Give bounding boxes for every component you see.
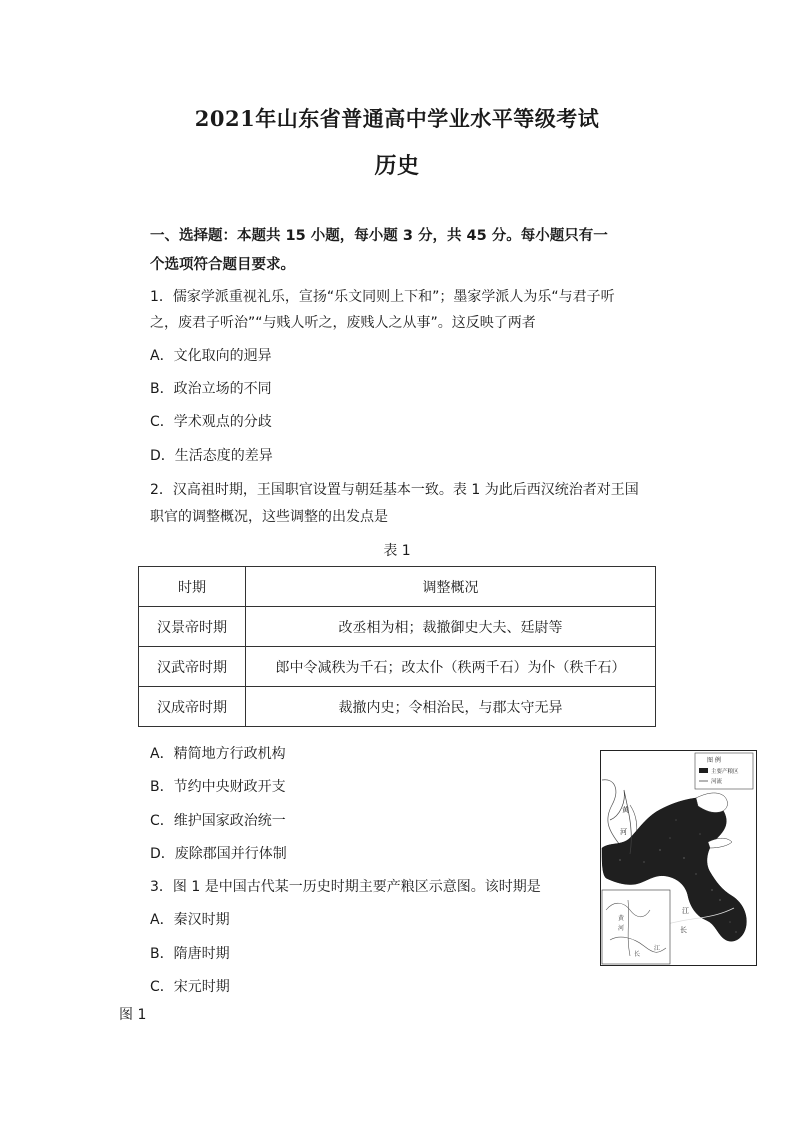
table-cell-period: 汉武帝时期: [139, 647, 246, 687]
q3-stem: 3．图 1 是中国古代某一历史时期主要产粮区示意图。该时期是: [150, 879, 541, 895]
q2-option-d: D．废除郡国并行体制: [150, 846, 287, 862]
q2-stem-line2: 职官的调整概况，这些调整的出发点是: [150, 509, 388, 525]
q1-option-d: D．生活态度的差异: [150, 448, 273, 464]
table-row: [139, 607, 656, 647]
inset-label-he: 河: [618, 925, 625, 932]
q2-option-a: A．精简地方行政机构: [150, 746, 286, 762]
figure-caption: 图 1: [119, 1007, 147, 1023]
legend-river-label: 河流: [711, 779, 723, 785]
inset-label-jiang: 江: [654, 945, 661, 952]
table-caption: 表 1: [383, 543, 411, 559]
table-header-adjustment: 调整概况: [246, 567, 656, 607]
table-header-period: 时期: [139, 567, 246, 607]
q2-option-b: B．节约中央财政开支: [150, 779, 286, 795]
table-cell-period: 汉景帝时期: [139, 607, 246, 647]
table-row: [139, 687, 656, 727]
section-heading-line2: 个选项符合题目要求。: [150, 257, 295, 273]
section-heading-line1: 一、选择题：本题共 15 小题，每小题 3 分，共 45 分。每小题只有一: [150, 228, 608, 244]
map-inset: [602, 890, 670, 964]
table-cell-adjustment: 裁撤内史；令相治民，与郡太守无异: [246, 687, 656, 727]
q3-option-a: A．秦汉时期: [150, 912, 230, 928]
map-label-jiang: 江: [682, 907, 689, 915]
map-label-huang: 黄: [622, 806, 629, 814]
q3-option-c: C．宋元时期: [150, 979, 230, 995]
table-header-row: [139, 567, 656, 607]
q1-option-b: B．政治立场的不同: [150, 381, 272, 397]
inset-label-chang: 长: [634, 951, 641, 958]
legend-grain-swatch: [699, 768, 708, 773]
q1-stem-line1: 1．儒家学派重视礼乐，宣扬“乐文同则上下和”；墨家学派人为乐“与君子听: [150, 289, 615, 305]
q3-option-b: B．隋唐时期: [150, 946, 230, 962]
section-heading: [150, 222, 710, 280]
q1-stem-line2: 之，废君子听治”“与贱人听之，废贱人之从事”。这反映了两者: [150, 315, 536, 331]
table-cell-adjustment: 改丞相为相；裁撤御史大夫、廷尉等: [246, 607, 656, 647]
doc-title: 2021年山东省普通高中学业水平等级考试: [194, 106, 600, 131]
q2-option-c: C．维护国家政治统一: [150, 813, 286, 829]
q2-stem-line1: 2．汉高祖时期，王国职官设置与朝廷基本一致。表 1 为此后西汉统治者对王国: [150, 482, 639, 498]
map-label-chang: 长: [680, 926, 687, 934]
map-legend: [695, 753, 753, 789]
legend-title: 图 例: [707, 757, 721, 764]
doc-subject: 历史: [374, 153, 420, 179]
inset-label-huang: 黄: [618, 915, 625, 922]
q1-option-c: C．学术观点的分歧: [150, 414, 272, 430]
q1-option-a: A．文化取向的迥异: [150, 348, 272, 364]
table-row: [139, 647, 656, 687]
legend-grain-label: 主要产粮区: [711, 769, 739, 775]
adjustment-table: [138, 566, 656, 727]
map-label-he: 河: [620, 828, 627, 836]
table-cell-adjustment: 郎中令减秩为千石；改太仆（秩两千石）为仆（秩千石）: [246, 647, 656, 687]
grain-region-map: [600, 750, 757, 966]
table-cell-period: 汉成帝时期: [139, 687, 246, 727]
